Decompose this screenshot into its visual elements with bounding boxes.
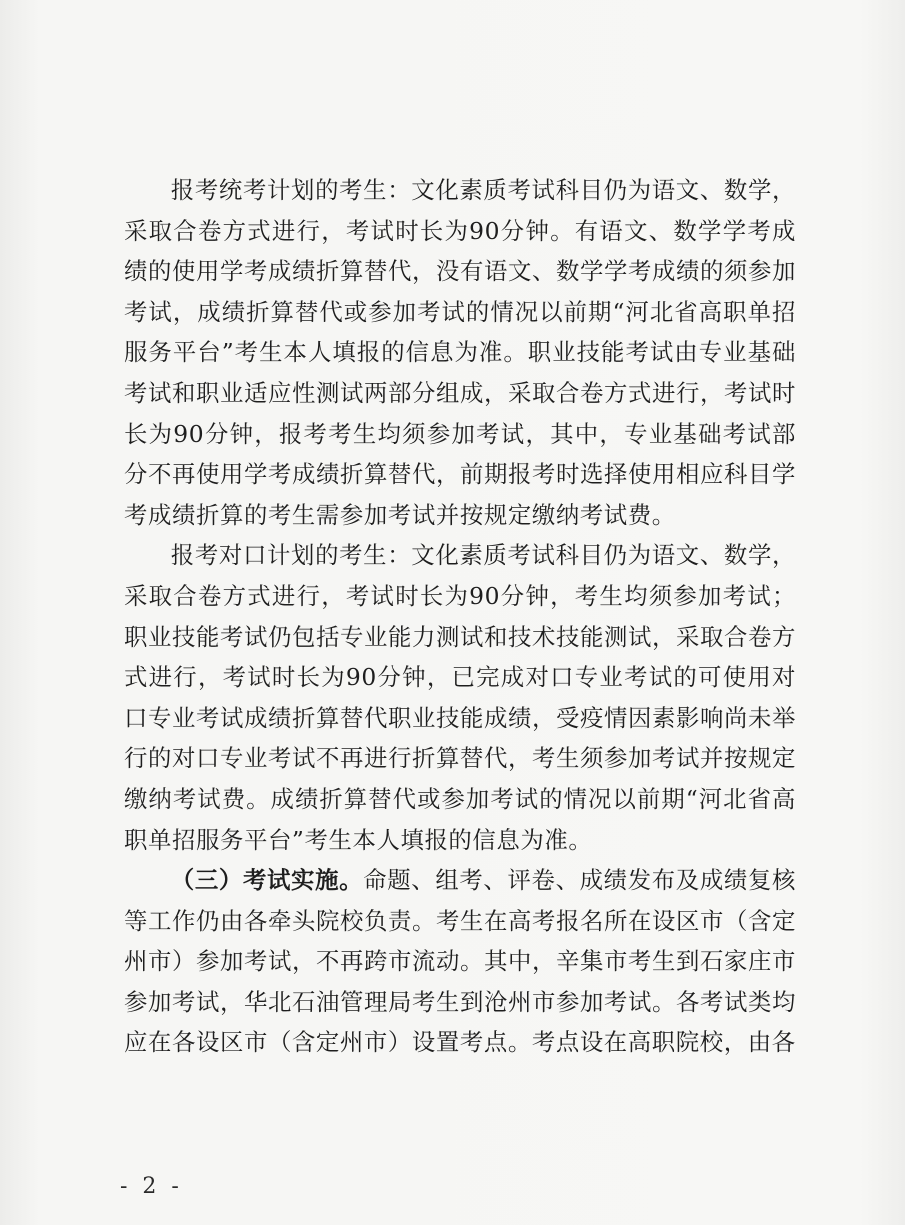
- paragraph-text: 命题、组考、评卷、成绩发布及成绩复核等工作仍由各牵头院校负责。考生在高考报名所在设区市（含定州市）参加考试，不再跨市流动。其中，辛集市考生到石家庄市参加考试，华北石油管理局考生到沧州市参加考试。各考试类均应在各设区市（含定州市）设置考点。考点设在高职院校，由各: [124, 866, 796, 1057]
- page-number: - 2 -: [120, 1174, 183, 1199]
- section-heading: （三）考试实施。: [170, 866, 364, 895]
- document-body: [124, 170, 796, 1063]
- paragraph-text: 报考对口计划的考生：文化素质考试科目仍为语文、数学，采取合卷方式进行，考试时长为90分钟，考生均须参加考试；职业技能考试仍包括专业能力测试和技术技能测试，采取合卷方式进行，考试时长为90分钟，已完成对口专业考试的可使用对口专业考试成绩折算替代职业技能成绩，受疫情因素影响尚未举行的对口专业考试不再进行折算替代，考生须参加考试并按规定缴纳考试费。成绩折算替代或参加考试的情况以前期“河北省高职单招服务平台”考生本人填报的信息为准。: [124, 541, 796, 854]
- paragraph-exam-implementation: [124, 860, 796, 1063]
- paragraph-counterpart-exam: [124, 535, 796, 860]
- paragraph-unified-exam: [124, 170, 796, 535]
- paragraph-text: 报考统考计划的考生：文化素质考试科目仍为语文、数学，采取合卷方式进行，考试时长为90分钟。有语文、数学学考成绩的使用学考成绩折算替代，没有语文、数学学考成绩的须参加考试，成绩折算替代或参加考试的情况以前期“河北省高职单招服务平台”考生本人填报的信息为准。职业技能考试由专业基础考试和职业适应性测试两部分组成，采取合卷方式进行，考试时长为90分钟，报考考生均须参加考试，其中，专业基础考试部分不再使用学考成绩折算替代，前期报考时选择使用相应科目学考成绩折算的考生需参加考试并按规定缴纳考试费。: [124, 176, 796, 529]
